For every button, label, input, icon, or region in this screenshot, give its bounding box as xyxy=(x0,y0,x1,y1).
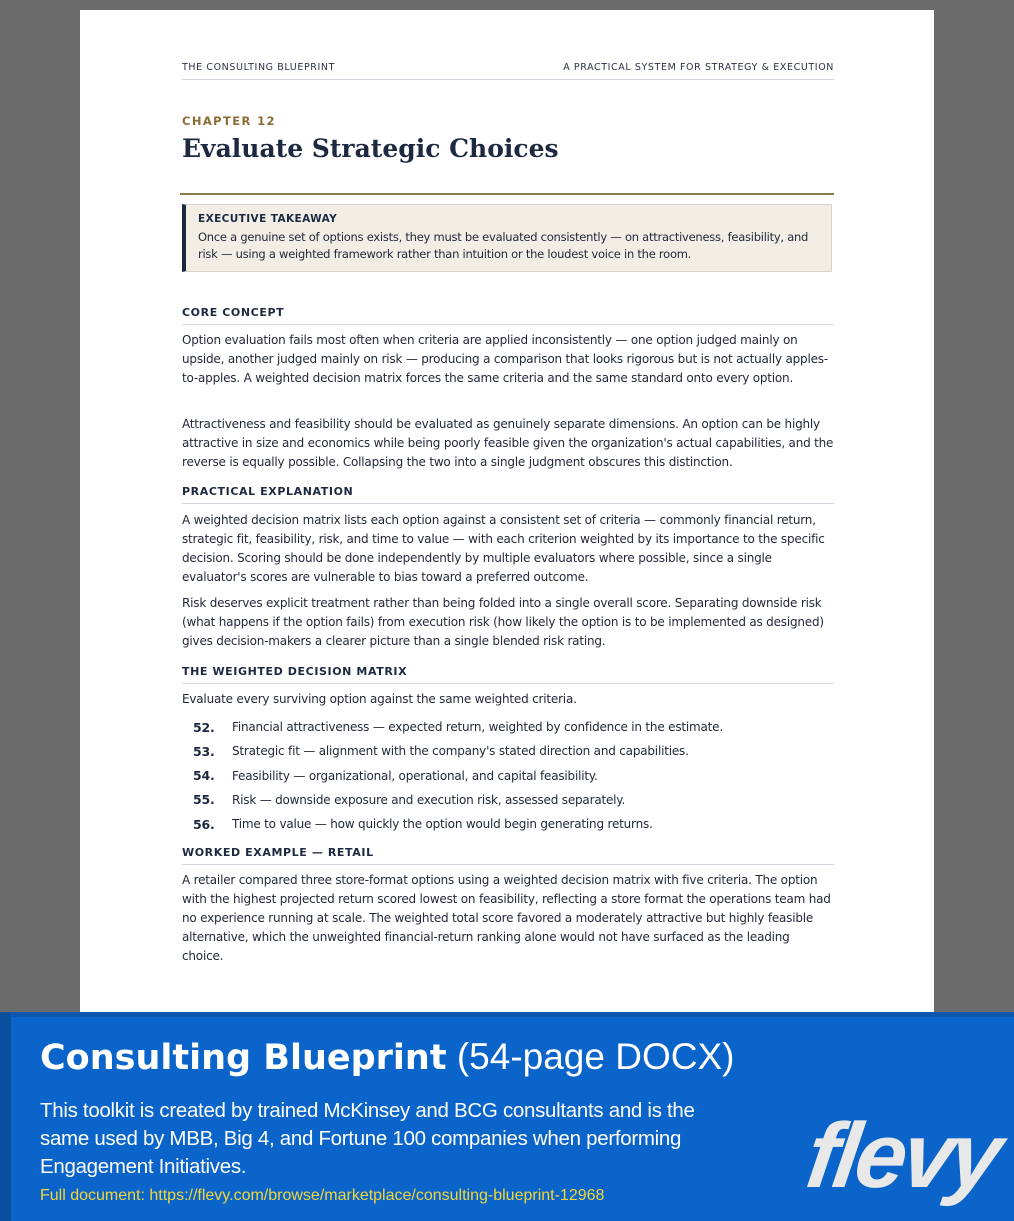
section-heading-core-concept: CORE CONCEPT xyxy=(182,306,834,325)
flevy-logo[interactable]: flevy xyxy=(800,1105,1005,1207)
list-item-number: 55. xyxy=(193,792,215,808)
list-item-number: 56. xyxy=(193,816,215,832)
list-item xyxy=(182,715,834,739)
practical-paragraph-2: Risk deserves explicit treatment rather than being folded into a single overall score. Separating downside risk (what happens if the option fails) from execution risk (how likely the option is to be implemented as designed) gives decision-makers a clearer picture than a single blended risk rating. xyxy=(182,596,824,648)
executive-takeaway-box xyxy=(182,204,832,272)
list-item-number: 53. xyxy=(193,743,215,759)
section-heading-weighted-matrix: THE WEIGHTED DECISION MATRIX xyxy=(182,665,834,684)
list-item-text: Time to value — how quickly the option would begin generating returns. xyxy=(232,817,653,832)
takeaway-text: Once a genuine set of options exists, they must be evaluated consistently — on attractiveness, feasibility, and risk — using a weighted framework rather than intuition or the loudest voice in the room. xyxy=(198,230,809,261)
list-item-text: Feasibility — organizational, operational, and capital feasibility. xyxy=(232,768,598,783)
list-item xyxy=(182,764,834,788)
banner-edge xyxy=(0,1012,11,1221)
takeaway-label: EXECUTIVE TAKEAWAY xyxy=(198,213,338,225)
banner-description: This toolkit is created by trained McKinsey and BCG consultants and is the same used by MBB, Big 4, and Fortune 100 companies when performing Engagement Initiatives. xyxy=(40,1099,695,1178)
list-item-text: Financial attractiveness — expected return, weighted by confidence in the estimate. xyxy=(232,720,723,735)
core-concept-paragraph-2: Attractiveness and feasibility should be evaluated as genuinely separate dimensions. An option can be highly attractive in size and economics while being poorly feasible given the organization's actual capabilities, and the reverse is equally possible. Collapsing the two into a single judgment obscures this distinction. xyxy=(182,417,834,469)
list-item-number: 52. xyxy=(193,719,215,735)
banner-document-link[interactable]: Full document: https://flevy.com/browse/marketplace/consulting-blueprint-12968 xyxy=(40,1187,605,1204)
list-item-text: Risk — downside exposure and execution risk, assessed separately. xyxy=(232,792,626,807)
list-item-text: Strategic fit — alignment with the company's stated direction and capabilities. xyxy=(232,744,689,759)
banner-title-bold: Consulting Blueprint xyxy=(40,1038,447,1078)
document-page xyxy=(80,10,934,1020)
banner-title xyxy=(40,1036,734,1078)
list-item xyxy=(182,788,834,812)
list-item xyxy=(182,739,834,763)
core-concept-paragraph-1: Option evaluation fails most often when criteria are applied inconsistently — one option judged mainly on upside, another judged mainly on risk — producing a comparison that looks rigorous but is not actually apples-to-apples. A weighted decision matrix forces the same criteria and the same standard onto every option. xyxy=(182,333,828,385)
matrix-intro: Evaluate every surviving option against the same weighted criteria. xyxy=(182,692,577,706)
practical-paragraph-1: A weighted decision matrix lists each option against a consistent set of criteria — commonly financial return, strategic fit, feasibility, risk, and time to value — with each criterion weighted by its importance to the specific decision. Scoring should be done independently by multiple evaluators where possible, since a single evaluator's scores are vulnerable to bias toward a preferred outcome. xyxy=(182,513,825,584)
worked-example-paragraph: A retailer compared three store-format options using a weighted decision matrix with five criteria. The option with the highest projected return scored lowest on feasibility, reflecting a store format the operations team had no experience running at scale. The weighted total score favored a moderately attractive but highly feasible alternative, which the unweighted financial-return ranking alone would not have surfaced as the leading choice. xyxy=(182,873,831,963)
list-item-number: 54. xyxy=(193,768,215,784)
chapter-label: CHAPTER 12 xyxy=(182,114,276,128)
header-left: THE CONSULTING BLUEPRINT xyxy=(182,62,335,73)
criteria-list xyxy=(182,715,834,836)
title-divider xyxy=(180,193,834,195)
banner-title-rest: (54-page DOCX) xyxy=(446,1036,735,1077)
section-heading-practical-explanation: PRACTICAL EXPLANATION xyxy=(182,485,834,504)
list-item xyxy=(182,812,834,836)
section-heading-worked-example: WORKED EXAMPLE — RETAIL xyxy=(182,846,834,865)
banner-top-line xyxy=(0,1012,1014,1017)
running-header xyxy=(182,62,834,80)
chapter-title: Evaluate Strategic Choices xyxy=(182,134,559,163)
header-right: A PRACTICAL SYSTEM FOR STRATEGY & EXECUTION xyxy=(563,62,834,73)
